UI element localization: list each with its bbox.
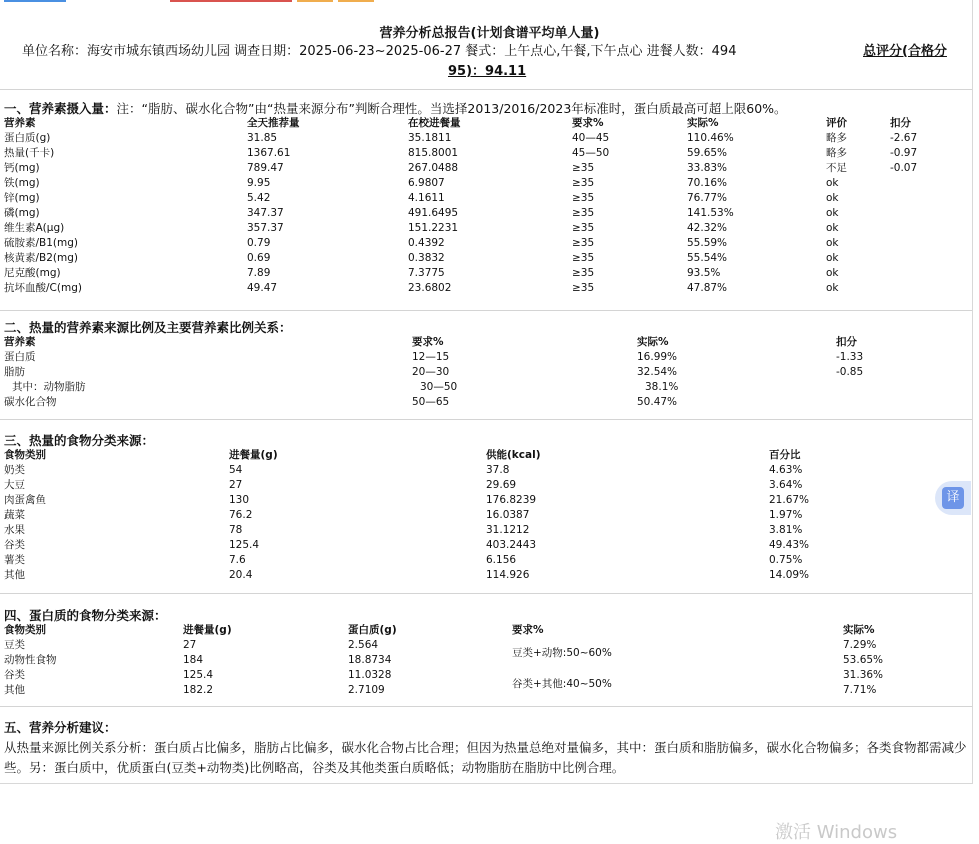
table-cell: 18.8734 [348, 654, 392, 666]
table-cell: 7.29% [843, 639, 877, 651]
divider [0, 419, 972, 420]
header-cell: 要求% [572, 117, 604, 129]
table-cell: 31.1212 [486, 524, 530, 536]
table-cell: 50.47% [637, 396, 678, 408]
table-cell: -0.85 [836, 366, 864, 378]
table-cell: ≥35 [572, 237, 595, 249]
header-cell: 供能(kcal) [486, 449, 541, 461]
table-cell: 豆类 [4, 639, 25, 651]
table-cell: ≥35 [572, 162, 595, 174]
total-score-label: 总评分(合格分 [863, 44, 947, 59]
table-cell: 23.6802 [408, 282, 452, 294]
report-meta: 单位名称：海安市城东镇西场幼儿园 调查日期：2025-06-23~2025-06-27 餐式：上午点心,午餐,下午点心 进餐人数：494 [22, 44, 737, 59]
table-cell: 55.54% [687, 252, 728, 264]
table-cell: 维生素A(μg) [4, 222, 65, 234]
table-cell: 789.47 [247, 162, 284, 174]
table-cell: 7.89 [247, 267, 271, 279]
table-cell: 403.2443 [486, 539, 537, 551]
header-cell: 食物类别 [4, 449, 46, 461]
table-cell: 其中：动物脂肪 [12, 381, 86, 393]
table-cell: 锌(mg) [4, 192, 40, 204]
table-cell: 40—45 [572, 132, 610, 144]
table-cell: ≥35 [572, 192, 595, 204]
table-cell: 114.926 [486, 569, 530, 581]
table-cell: 动物性食物 [4, 654, 57, 666]
table-cell: 0.4392 [408, 237, 445, 249]
table-cell: 4.1611 [408, 192, 445, 204]
table-cell: ok [826, 192, 839, 204]
divider [0, 310, 972, 311]
table-cell: 硫胺素/B1(mg) [4, 237, 79, 249]
table-cell: 0.79 [247, 237, 271, 249]
table-cell: 3.64% [769, 479, 803, 491]
table-cell: 49.47 [247, 282, 278, 294]
header-cell: 全天推荐量 [247, 117, 300, 129]
section1-title [4, 99, 787, 117]
protein-requirement-2: 谷类+其他:40~50% [512, 678, 612, 690]
table-cell: 其他 [4, 569, 25, 581]
table-cell: 5.42 [247, 192, 271, 204]
table-cell: 35.1811 [408, 132, 452, 144]
table-cell: 蛋白质 [4, 351, 36, 363]
header-cell: 要求% [512, 624, 544, 636]
table-cell: 55.59% [687, 237, 728, 249]
table-cell: 54 [229, 464, 243, 476]
table-cell: 抗坏血酸/C(mg) [4, 282, 82, 294]
table-cell: 谷类 [4, 539, 25, 551]
header-cell: 扣分 [890, 117, 911, 129]
table-cell: 267.0488 [408, 162, 459, 174]
table-cell: 16.99% [637, 351, 678, 363]
header-cell: 蛋白质(g) [348, 624, 397, 636]
table-cell: ≥35 [572, 207, 595, 219]
table-cell: 奶类 [4, 464, 25, 476]
table-cell: 核黄素/B2(mg) [4, 252, 79, 264]
section1-heading: 一、营养素摄入量： [4, 101, 117, 116]
table-cell: 铁(mg) [4, 177, 40, 189]
table-cell: 125.4 [183, 669, 214, 681]
protein-requirement-1: 豆类+动物:50~60% [512, 647, 612, 659]
table-cell: 7.71% [843, 684, 877, 696]
table-cell: 薯类 [4, 554, 25, 566]
section4-title: 四、蛋白质的食物分类来源： [4, 608, 167, 623]
table-cell: 谷类 [4, 669, 25, 681]
table-cell: ok [826, 207, 839, 219]
table-cell: 53.65% [843, 654, 884, 666]
table-cell: 76.2 [229, 509, 253, 521]
table-cell: 略多 [826, 147, 847, 159]
table-cell: 38.1% [645, 381, 679, 393]
table-cell: -2.67 [890, 132, 918, 144]
table-cell: 3.81% [769, 524, 803, 536]
table-cell: 20.4 [229, 569, 253, 581]
table-cell: 27 [183, 639, 197, 651]
table-cell: ok [826, 282, 839, 294]
table-cell: 45—50 [572, 147, 610, 159]
divider [0, 706, 972, 707]
header-cell: 百分比 [769, 449, 801, 461]
table-cell: 大豆 [4, 479, 25, 491]
table-cell: 0.69 [247, 252, 271, 264]
table-cell: -0.07 [890, 162, 918, 174]
analysis-advice: 从热量来源比例关系分析：蛋白质占比偏多，脂肪占比偏多，碳水化合物占比合理；但因为热量总绝对量偏多，其中：蛋白质和脂肪偏多，碳水化合物偏多；各类食物都需减少些。另：蛋白质中，优质蛋白(豆类+动物类)比例略高，谷类及其他类蛋白质略低；动物脂肪在脂肪中比例合理。 [4, 740, 967, 775]
table-cell: 347.37 [247, 207, 284, 219]
table-cell: 6.9807 [408, 177, 445, 189]
table-cell: ok [826, 237, 839, 249]
table-cell: ≥35 [572, 222, 595, 234]
table-cell: ok [826, 222, 839, 234]
section5-title: 五、营养分析建议： [4, 720, 117, 735]
header-cell: 进餐量(g) [229, 449, 278, 461]
table-cell: 其他 [4, 684, 25, 696]
translate-button[interactable] [935, 481, 971, 515]
table-cell: 2.7109 [348, 684, 385, 696]
table-cell: ok [826, 177, 839, 189]
table-cell: 14.09% [769, 569, 810, 581]
header-cell: 要求% [412, 336, 444, 348]
table-cell: 33.83% [687, 162, 728, 174]
header-cell: 营养素 [4, 336, 36, 348]
table-cell: 176.8239 [486, 494, 537, 506]
table-cell: 76.77% [687, 192, 728, 204]
report-title: 营养分析总报告(计划食谱平均单人量) [379, 26, 600, 41]
table-cell: ≥35 [572, 282, 595, 294]
table-cell: 热量(千卡) [4, 147, 55, 159]
header-cell: 营养素 [4, 117, 36, 129]
table-cell: 20—30 [412, 366, 450, 378]
header-cell: 在校进餐量 [408, 117, 461, 129]
table-cell: 130 [229, 494, 250, 506]
table-cell: 59.65% [687, 147, 728, 159]
table-cell: 12—15 [412, 351, 450, 363]
table-cell: 29.69 [486, 479, 517, 491]
table-cell: 0.3832 [408, 252, 445, 264]
table-cell: 70.16% [687, 177, 728, 189]
section1-note: 注：“脂肪、碳水化合物”由“热量来源分布”判断合理性。当选择2013/2016/2023年标准时，蛋白质最高可超上限60%。 [116, 101, 787, 116]
table-cell: 93.5% [687, 267, 721, 279]
header-cell: 实际% [637, 336, 669, 348]
table-cell: 125.4 [229, 539, 260, 551]
table-cell: 1367.61 [247, 147, 291, 159]
header-cell: 实际% [687, 117, 719, 129]
header-cell: 评价 [826, 117, 847, 129]
header-cell: 食物类别 [4, 624, 46, 636]
table-cell: ok [826, 252, 839, 264]
table-cell: 9.95 [247, 177, 271, 189]
table-cell: 184 [183, 654, 204, 666]
table-cell: 6.156 [486, 554, 517, 566]
table-cell: 尼克酸(mg) [4, 267, 61, 279]
section3-title: 三、热量的食物分类来源： [4, 433, 155, 448]
table-cell: 水果 [4, 524, 25, 536]
divider [0, 593, 972, 594]
table-cell: 磷(mg) [4, 207, 40, 219]
table-cell: 碳水化合物 [4, 396, 57, 408]
table-cell: 略多 [826, 132, 847, 144]
table-cell: 7.3775 [408, 267, 445, 279]
table-cell: 78 [229, 524, 243, 536]
table-cell: 11.0328 [348, 669, 392, 681]
divider [0, 89, 972, 90]
header-cell: 进餐量(g) [183, 624, 232, 636]
table-cell: 357.37 [247, 222, 284, 234]
table-cell: 2.564 [348, 639, 379, 651]
table-cell: 4.63% [769, 464, 803, 476]
table-cell: 30—50 [420, 381, 458, 393]
table-cell: ok [826, 267, 839, 279]
activate-windows-watermark: 激活 Windows [775, 822, 898, 843]
table-cell: 7.6 [229, 554, 246, 566]
table-cell: 32.54% [637, 366, 678, 378]
table-cell: ≥35 [572, 267, 595, 279]
header-cell: 扣分 [836, 336, 857, 348]
table-cell: ≥35 [572, 252, 595, 264]
table-cell: 27 [229, 479, 243, 491]
translate-icon: 译 [942, 487, 964, 509]
table-cell: 50—65 [412, 396, 450, 408]
table-cell: 21.67% [769, 494, 810, 506]
table-cell: 蛋白质(g) [4, 132, 51, 144]
table-cell: ≥35 [572, 177, 595, 189]
table-cell: 815.8001 [408, 147, 459, 159]
table-cell: 16.0387 [486, 509, 530, 521]
table-cell: 47.87% [687, 282, 728, 294]
table-cell: 182.2 [183, 684, 214, 696]
table-cell: 37.8 [486, 464, 510, 476]
section2-title: 二、热量的营养素来源比例及主要营养素比例关系： [4, 320, 292, 335]
table-cell: 0.75% [769, 554, 803, 566]
header-cell: 实际% [843, 624, 875, 636]
table-cell: 141.53% [687, 207, 734, 219]
table-cell: 钙(mg) [4, 162, 40, 174]
table-cell: -0.97 [890, 147, 918, 159]
table-cell: 491.6495 [408, 207, 459, 219]
table-cell: -1.33 [836, 351, 864, 363]
table-cell: 脂肪 [4, 366, 25, 378]
table-cell: 蔬菜 [4, 509, 25, 521]
table-cell: 49.43% [769, 539, 810, 551]
table-cell: 31.85 [247, 132, 278, 144]
total-score-value: 95)：94.11 [448, 64, 527, 79]
table-cell: 31.36% [843, 669, 884, 681]
table-cell: 151.2231 [408, 222, 459, 234]
table-cell: 1.97% [769, 509, 803, 521]
table-cell: 110.46% [687, 132, 734, 144]
table-cell: 不足 [826, 162, 847, 174]
table-cell: 42.32% [687, 222, 728, 234]
table-cell: 肉蛋禽鱼 [4, 494, 46, 506]
